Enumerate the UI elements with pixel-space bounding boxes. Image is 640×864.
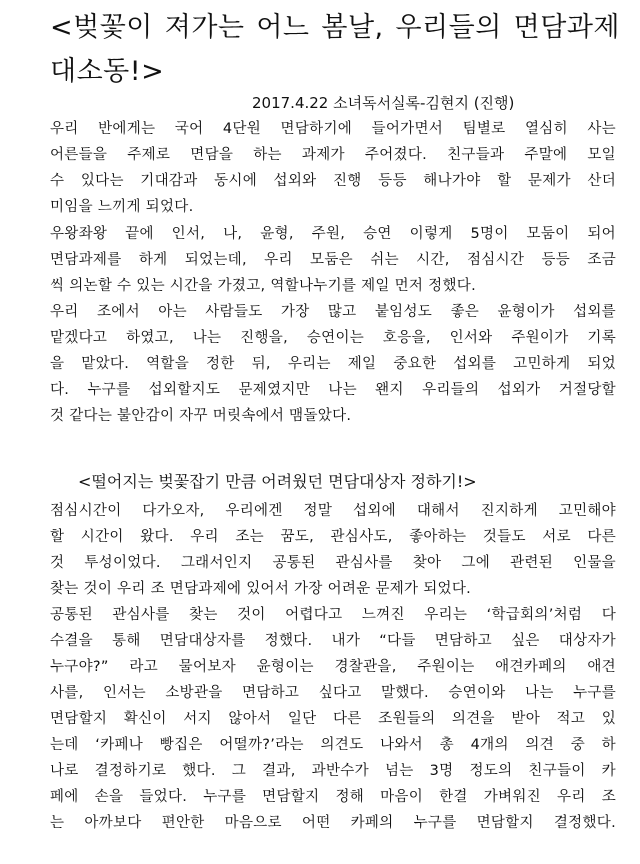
text-line: 우왕좌왕 끝에 인서, 나, 윤형, 주원, 승연 이렇게 5명이 모둠이 되어 (50, 226, 616, 242)
text-line: 사를, 인서는 소방관을 면담하고 싶다고 말했다. 승연이와 나는 누구를 (50, 685, 616, 701)
text-line: 는데 ‘카페나 빵집은 어떨까?’라는 의견도 나와서 총 4개의 의견 중 하 (50, 737, 616, 753)
paragraph-lunch (50, 498, 616, 602)
text-line: 찾는 것이 우리 조 면담과제에 있어서 가장 어려운 문제가 되었다. (50, 581, 472, 597)
text-line: 면담과제를 하게 되었는데, 우리 모둠은 쉬는 시간, 점심시간 등등 조금 (50, 252, 616, 268)
text-line: 는 아까보다 편안한 마음으로 어떤 카페의 누구를 면담할지 결정했다. (50, 815, 616, 831)
byline: 2017.4.22 소녀독서실록-김현지 (진행) (252, 94, 515, 112)
document-title: <벚꽃이 져가는 어느 봄날, 우리들의 면담과제 대소동!> (50, 12, 620, 87)
text-line: 우리 반에게는 국어 4단원 면담하기에 들어가면서 팀별로 열심히 사는 (50, 121, 616, 137)
text-line: 나로 결정하기로 했다. 그 결과, 과반수가 넘는 3명 정도의 친구들이 카 (50, 763, 616, 779)
text-line: 우리 조에서 아는 사람들도 가장 많고 붙임성도 좋은 윤형이가 섭외를 (50, 304, 616, 320)
text-line: 을 맡았다. 역할을 정한 뒤, 우리는 제일 중요한 섭외를 고민하게 되었 (50, 356, 616, 372)
text-line: 다. 누구를 섭외할지도 문제였지만 나는 왠지 우리들의 섭외가 거절당할 (50, 382, 616, 398)
section-heading: <떨어지는 벚꽃잡기 만큼 어려웠던 면담대상자 정하기!> (78, 472, 477, 491)
text-line: 맡겠다고 하였고, 나는 진행을, 승연이는 호응을, 인서와 주원이가 기록 (50, 330, 616, 346)
text-line: 것 투성이었다. 그래서인지 공통된 관심사를 찾아 그에 관련된 인물을 (50, 555, 616, 571)
text-line: 수 있다는 기대감과 동시에 섭외와 진행 등등 해나가야 할 문제가 산더 (50, 173, 616, 189)
paragraph-vote (50, 602, 616, 836)
paragraph-roles (50, 299, 616, 429)
text-line: 미임을 느끼게 되었다. (50, 199, 194, 215)
text-line: 어른들을 주제로 면담을 하는 과제가 주어졌다. 친구들과 주말에 모일 (50, 147, 616, 163)
text-line: 할 시간이 왔다. 우리 조는 꿈도, 관심사도, 좋아하는 것들도 서로 다른 (50, 529, 616, 545)
text-line: 면담할지 확신이 서지 않아서 일단 다른 조원들의 의견을 받아 적고 있 (50, 711, 616, 727)
text-line: 페에 손을 들었다. 누구를 면담할지 정해 마음이 한결 가벼워진 우리 조 (50, 789, 616, 805)
text-line: 공통된 관심사를 찾는 것이 어렵다고 느껴진 우리는 ‘학급회의’처럼 다 (50, 607, 616, 623)
text-line: 수결을 통해 면담대상자를 정했다. 내가 “다들 면담하고 싶은 대상자가 (50, 633, 616, 649)
text-line: 것 같다는 불안감이 자꾸 머릿속에서 맴돌았다. (50, 408, 352, 424)
paragraph-team (50, 221, 616, 299)
text-line: 씩 의논할 수 있는 시간을 가졌고, 역할나누기를 제일 먼저 정했다. (50, 278, 476, 294)
paragraph-intro (50, 116, 616, 220)
text-line: 누구야?” 라고 물어보자 윤형이는 경찰관을, 주원이는 애견카페의 애견 (50, 659, 616, 675)
text-line: 점심시간이 다가오자, 우리에겐 정말 섭외에 대해서 진지하게 고민해야 (50, 503, 616, 519)
